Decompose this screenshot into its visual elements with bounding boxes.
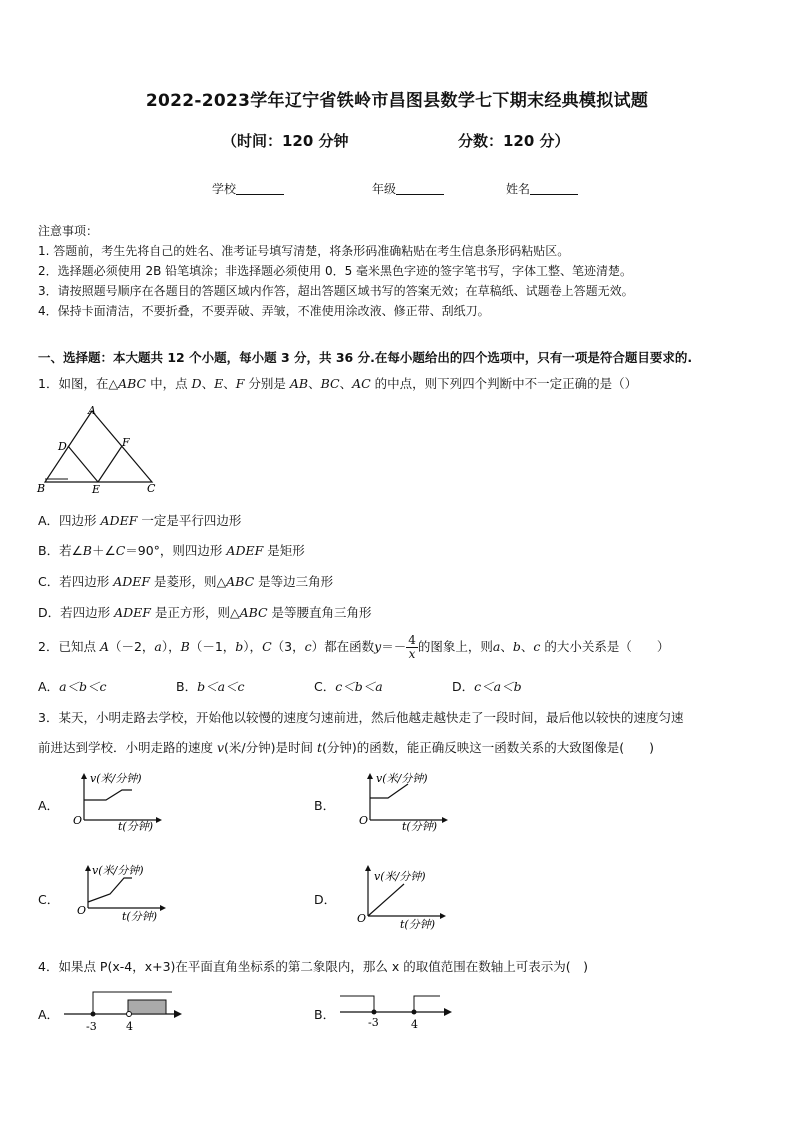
tick-label: -3 <box>368 1016 379 1029</box>
name-blank <box>530 182 578 195</box>
question-1 <box>38 374 637 392</box>
q1-text: 、 <box>308 376 321 391</box>
q2-var: y <box>374 639 382 654</box>
grade-label: 年级 <box>372 182 397 196</box>
name-label: 姓名 <box>506 182 531 196</box>
q2-text: 2．已知点 <box>38 639 100 654</box>
option-text: 一定是平行四边形 <box>137 513 242 528</box>
school-label: 学校 <box>212 182 237 196</box>
q1-option-a[interactable] <box>38 511 241 529</box>
option-var: ABC <box>239 605 268 620</box>
option-var: ADEF <box>113 574 151 589</box>
triangle-figure <box>34 404 164 498</box>
notes-block <box>38 221 634 321</box>
question-3-line2 <box>38 738 654 756</box>
q4-numberline-b[interactable] <box>336 986 466 1034</box>
q3-graph-d[interactable] <box>354 862 454 934</box>
q1-text: 中，点 <box>146 376 192 391</box>
origin-label: O <box>73 814 83 827</box>
q2-option-d[interactable] <box>452 677 522 695</box>
option-text: A． <box>38 679 60 694</box>
q2-text: ）， <box>243 639 263 654</box>
option-var: ABC <box>226 574 255 589</box>
grade-blank <box>396 182 444 195</box>
option-text: 是正方形，则△ <box>150 605 240 620</box>
q2-var: b <box>512 639 521 654</box>
option-var: ADEF <box>100 513 138 528</box>
q2-text: ）， <box>161 639 181 654</box>
exam-title: 2022-2023学年辽宁省铁岭市昌图县数学七下期末经典模拟试题 <box>145 91 649 111</box>
tick-label: 4 <box>126 1020 133 1033</box>
q2-var: a <box>154 639 162 654</box>
origin-label: O <box>77 904 87 917</box>
q1-option-c[interactable] <box>38 572 333 590</box>
y-axis-label: v(米/分钟) <box>92 864 144 877</box>
notes-item: 2．选择题必须使用 2B 铅笔填涂；非选择题必须使用 0．5 毫米黑色字迹的签字笔书写，字体工整、笔迹清楚。 <box>38 264 633 278</box>
notes-item: 4．保持卡面清洁，不要折叠，不要弄破、弄皱，不准使用涂改液、修正带、刮纸刀。 <box>38 304 490 318</box>
option-var: c＜a＜b <box>474 679 522 694</box>
option-text: A．四边形 <box>38 513 101 528</box>
option-text: ＝90°，则四边形 <box>125 543 227 558</box>
q1-text: 、 <box>223 376 236 391</box>
vertex-b-label: B <box>37 482 46 495</box>
q2-text: 、 <box>520 639 534 654</box>
q2-var: A <box>99 639 109 654</box>
q3-graph-c[interactable] <box>74 862 174 924</box>
q1-text: 分别是 <box>244 376 290 391</box>
q2-var: B <box>180 639 190 654</box>
q2-var: c <box>304 639 312 654</box>
exam-score: 分数：120 分） <box>458 132 570 150</box>
q2-option-a[interactable] <box>38 677 107 695</box>
notes-item: 3．请按照题号顺序在各题目的答题区域内作答，超出答题区域书写的答案无效；在草稿纸、试题卷上答题无效。 <box>38 284 634 298</box>
vertex-c-label: C <box>147 482 156 495</box>
q1-text: 、 <box>339 376 353 391</box>
q2-fraction <box>406 634 418 661</box>
grade-field <box>372 180 444 197</box>
q3-text: (分钟)的函数，能正确反映这一函数关系的大致图像是( ) <box>322 740 655 755</box>
q1-option-d[interactable] <box>38 603 372 621</box>
q3-graph-a[interactable] <box>70 770 170 832</box>
fraction-numerator: 4 <box>408 633 416 647</box>
option-var: c＜b＜a <box>335 679 383 694</box>
q1-var: D <box>191 376 202 391</box>
y-axis-label: v(米/分钟) <box>90 772 142 785</box>
q2-text: 的大小关系是（ ） <box>540 639 670 654</box>
q1-var: BC <box>320 376 340 391</box>
y-axis-label: v(米/分钟) <box>376 772 428 785</box>
q4-option-a-label[interactable]: A． <box>38 1007 60 1022</box>
q2-text: （3， <box>271 639 305 654</box>
option-text: 是菱形，则△ <box>150 574 227 589</box>
y-axis-label: v(米/分钟) <box>374 870 426 883</box>
question-4: 4．如果点 P(x-4，x+3)在平面直角坐标系的第二象限内，那么 x 的取值范围在数轴上可表示为( ) <box>38 959 589 974</box>
q3-option-d-label[interactable]: D． <box>314 892 337 907</box>
q2-option-b[interactable] <box>176 677 245 695</box>
question-2 <box>38 630 669 664</box>
tick-label: -3 <box>86 1020 97 1033</box>
option-text: 是矩形 <box>263 543 305 558</box>
q1-var: E <box>214 376 224 391</box>
origin-label: O <box>359 814 369 827</box>
q2-text: 的图象上，则 <box>417 639 493 654</box>
option-text: C． <box>314 679 336 694</box>
q4-numberline-a[interactable] <box>60 986 190 1034</box>
fraction-denominator: x <box>408 647 416 661</box>
school-field <box>212 180 284 197</box>
q2-text: （－2， <box>108 639 155 654</box>
q2-var: c <box>533 639 541 654</box>
section-heading: 一、选择题：本大题共 12 个小题，每小题 3 分，共 36 分.在每小题给出的四个选项中，只有一项是符合题目要求的. <box>38 350 693 365</box>
x-axis-label: t(分钟) <box>118 820 154 832</box>
question-3-line1: 3．某天，小明走路去学校，开始他以较慢的速度匀速前进，然后他越走越快走了一段时间，最后他以较快的速度匀速 <box>38 710 684 725</box>
q3-option-b-label[interactable]: B． <box>314 798 336 813</box>
q3-graph-b[interactable] <box>356 770 456 832</box>
q2-text: 、 <box>500 639 513 654</box>
q2-var: C <box>262 639 272 654</box>
q2-text: ）都在函数 <box>311 639 375 654</box>
q1-var: ABC <box>118 376 147 391</box>
q1-option-b[interactable] <box>38 541 305 559</box>
q2-text: ＝－ <box>381 639 407 654</box>
q1-var: F <box>235 376 245 391</box>
option-var: ADEF <box>114 605 151 620</box>
vertex-e-label: E <box>92 483 101 496</box>
option-text: ＋∠ <box>91 543 116 558</box>
q3-option-c-label[interactable]: C． <box>38 892 60 907</box>
q3-var: v <box>216 740 225 755</box>
option-var: b＜a＜c <box>197 679 245 694</box>
name-field <box>506 180 578 197</box>
q3-text: 前进达到学校．小明走路的速度 <box>38 740 217 755</box>
option-var: C <box>115 543 126 558</box>
q4-option-b-label[interactable]: B． <box>314 1007 336 1022</box>
q2-text: （－1， <box>189 639 236 654</box>
q1-text: 1．如图，在△ <box>38 376 119 391</box>
x-axis-label: t(分钟) <box>400 918 436 931</box>
q1-text: 、 <box>201 376 215 391</box>
option-text: 是等腰直角三角形 <box>267 605 372 620</box>
q2-var: b <box>235 639 244 654</box>
q1-text: 的中点，则下列四个判断中不一定正确的是（） <box>370 376 638 391</box>
vertex-a-label: A <box>88 404 96 417</box>
origin-label: O <box>357 912 367 925</box>
x-axis-label: t(分钟) <box>122 910 158 923</box>
option-var: B <box>82 543 92 558</box>
option-text: D．若四边形 <box>38 605 115 620</box>
option-text: C．若四边形 <box>38 574 114 589</box>
q1-var: AC <box>352 376 371 391</box>
vertex-d-label: D <box>58 440 67 453</box>
q3-option-a-label[interactable]: A． <box>38 798 60 813</box>
q2-var: a <box>492 639 501 654</box>
tick-label: 4 <box>411 1018 418 1031</box>
x-axis-label: t(分钟) <box>402 820 438 832</box>
option-var: a＜b＜c <box>59 679 107 694</box>
q3-text: (米/分钟)是时间 <box>224 740 317 755</box>
q3-var: t <box>317 740 323 755</box>
option-text: B． <box>176 679 198 694</box>
notes-item: 1. 答题前，考生先将自己的姓名、准考证号填写清楚，将条形码准确粘贴在考生信息条形码粘贴区。 <box>38 244 570 258</box>
option-text: B．若∠ <box>38 543 83 558</box>
notes-heading: 注意事项： <box>38 224 99 238</box>
option-text: D． <box>452 679 475 694</box>
q2-option-c[interactable] <box>314 677 383 695</box>
exam-time: （时间：120 分钟 <box>222 132 349 150</box>
school-blank <box>236 182 284 195</box>
option-text: 是等边三角形 <box>254 574 334 589</box>
vertex-f-label: F <box>122 436 130 449</box>
q1-var: AB <box>289 376 309 391</box>
option-var: ADEF <box>226 543 264 558</box>
